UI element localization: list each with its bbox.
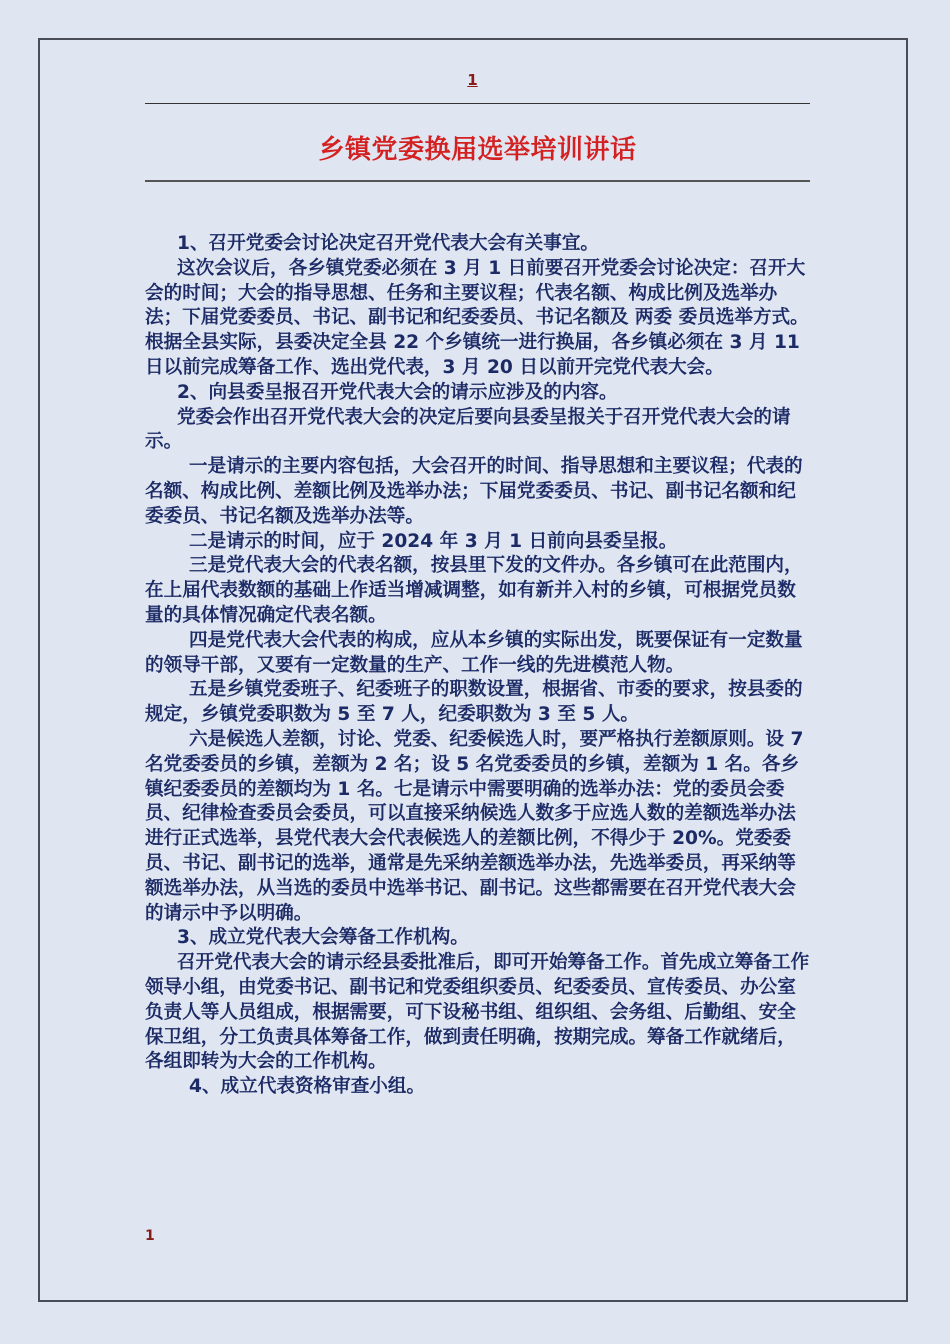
header-divider <box>145 103 810 104</box>
paragraph: 党委会作出召开党代表大会的决定后要向县委呈报关于召开党代表大会的请示。 <box>145 406 791 453</box>
section-heading-1: 1、召开党委会讨论决定召开党代表大会有关事宜。 <box>177 233 600 254</box>
paragraph: 四是党代表大会代表的构成，应从本乡镇的实际出发，既要保证有一定数量的领导干部，又要有一定数量的生产、工作一线的先进模范人物。 <box>145 629 803 676</box>
paragraph: 这次会议后，各乡镇党委必须在 3 月 1 日前要召开党委会讨论决定：召开大会的时间；大会的指导思想、任务和主要议程；代表名额、构成比例及选举办法；下届党委委员、书记、副书记和纪委委员、书记名额及 两委 委员选举方式。根据全县实际，县委决定全县 22 个乡镇统一进行换届，各乡镇必须在 3 月 11 日以前完成筹备工作、选出党代表，3 月 20 日以前开完党代表大会。 <box>145 257 809 378</box>
paragraph: 召开党代表大会的请示经县委批准后，即可开始筹备工作。首先成立筹备工作领导小组，由党委书记、副书记和党委组织委员、纪委委员、宣传委员、办公室负责人等人员组成，根据需要，可下设秘书组、组织组、会务组、后勤组、安全保卫组，分工负责具体筹备工作，做到责任明确，按期完成。筹备工作就绪后，各组即转为大会的工作机构。 <box>145 952 810 1073</box>
section-heading-3: 3、成立党代表大会筹备工作机构。 <box>177 927 469 949</box>
document-title: 乡镇党委换届选举培训讲话 <box>318 135 637 165</box>
page-content <box>145 68 810 1100</box>
section-heading-4: 4、成立代表资格审查小组。 <box>189 1076 426 1098</box>
paragraph: 五是乡镇党委班子、纪委班子的职数设置，根据省、市委的要求，按县委的规定，乡镇党委职数为 5 至 7 人，纪委职数为 3 至 5 人。 <box>145 679 803 726</box>
document-body <box>145 232 810 1100</box>
section-heading-2: 2、向县委呈报召开党代表大会的请示应涉及的内容。 <box>177 381 618 403</box>
paragraph: 六是候选人差额，讨论、党委、纪委候选人时，要严格执行差额原则。设 7 名党委委员的乡镇，差额为 2 名；设 5 名党委委员的乡镇，差额为 1 名。各乡镇纪委委员的差额均为 1 名。七是请示中需要明确的选举办法：党的委员会委员、纪律检查委员会委员，可以直接采纳候选人数多于应选人数的差额选举办法进行正式选举，县党代表大会代表候选人的差额比例，不得少于 20%。党委委员、书记、副书记的选举，通常是先采纳差额选举办法，先选举委员，再采纳等额选举办法，从当选的委员中选举书记、副书记。这些都需要在召开党代表大会的请示中予以明确。 <box>145 728 804 924</box>
paragraph: 二是请示的时间，应于 2024 年 3 月 1 日前向县委呈报。 <box>189 530 678 552</box>
header-page-number: 1 <box>467 71 478 89</box>
title-divider <box>145 180 810 182</box>
paragraph: 三是党代表大会的代表名额，按县里下发的文件办。各乡镇可在此范围内，在上届代表数额的基础上作适当增减调整，如有新并入村的乡镇，可根据党员数量的具体情况确定代表名额。 <box>145 555 803 626</box>
page-frame <box>38 38 908 1302</box>
paragraph: 一是请示的主要内容包括，大会召开的时间、指导思想和主要议程；代表的名额、构成比例、差额比例及选举办法；下届党委委员、书记、副书记名额和纪委委员、书记名额及选举办法等。 <box>145 456 803 527</box>
footer-page-number: 1 <box>145 1228 155 1244</box>
